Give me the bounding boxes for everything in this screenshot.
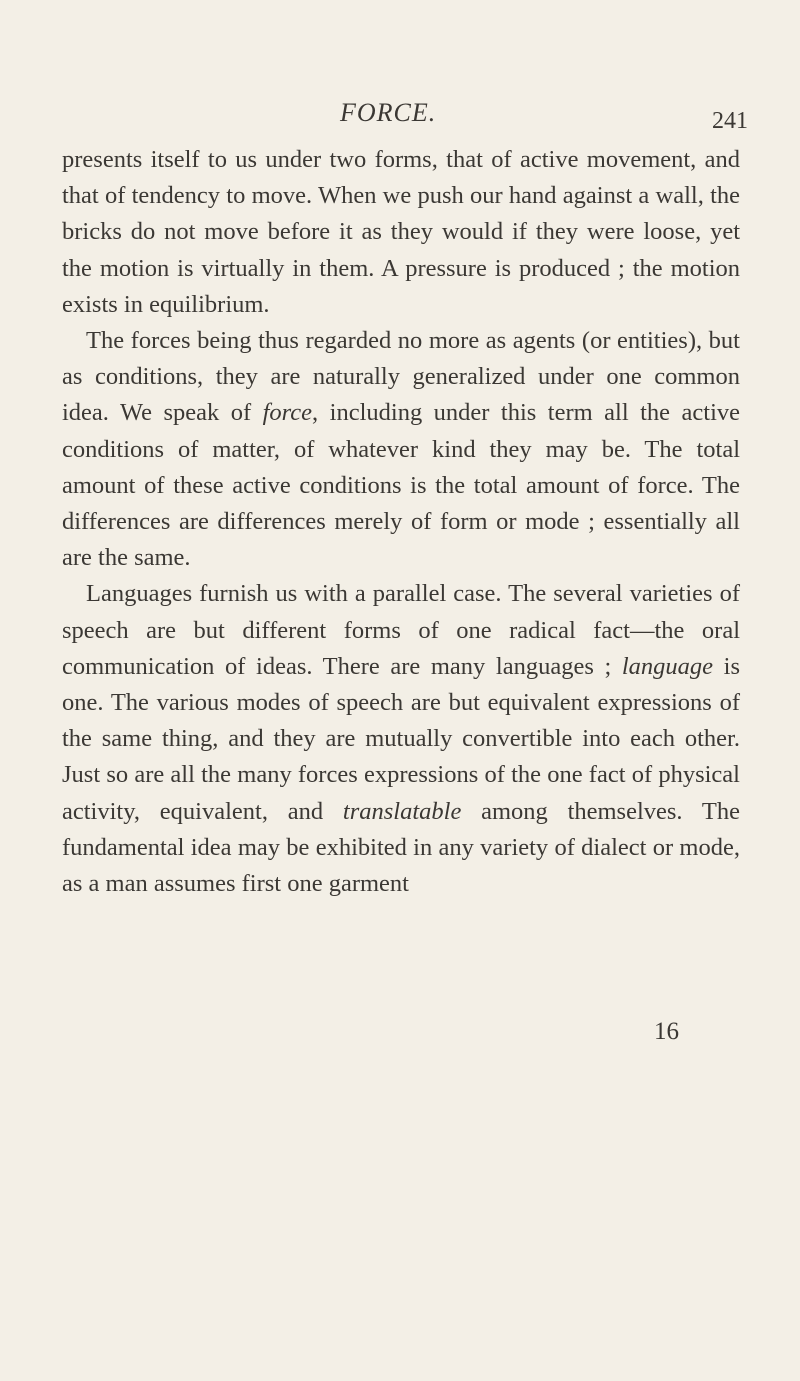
signature-mark: 16 — [654, 1018, 679, 1045]
paragraph-3-text: Languages furnish us with a parallel case. The several varieties of speech are but different forms of one radical fact—the oral communication of ideas. There are many languages ; — [62, 580, 740, 680]
paragraph-1 — [62, 142, 740, 323]
paragraph-1-text: presents itself to us under two forms, that of active movement, and that of tendency to move. When we push our hand against a wall, the bricks do not move before it as they would if they were loose, yet the motion is virtually in them. A pressure is produced ; the motion exists in equilibrium. — [62, 146, 740, 318]
body-text — [62, 142, 740, 902]
paragraph-2 — [62, 323, 740, 576]
paragraph-2-text-cont: , including under this term all the active conditions of matter, of whatever kind they may be. The total amount of these active conditions is the total amount of force. The differences are differences merely of form or mode ; essentially all are the same. — [62, 399, 741, 572]
paragraph-2-text: The forces being thus regarded no more as agents (or entities), but as conditions, they are naturally generalized under one common idea. We speak of — [62, 327, 740, 427]
paragraph-3-text-cont: is one. The various modes of speech are but equivalent expressions of the same thing, and they are mutually convertible into each other. Just so are all the many forces expressions of the one fact of physical activity, equivalent, and — [62, 652, 741, 825]
page-number: 241 — [712, 108, 748, 134]
italic-term-language: language — [621, 652, 714, 680]
paragraph-3 — [62, 576, 740, 902]
italic-term-translatable: translatable — [342, 797, 462, 825]
paragraph-3-text-end: among themselves. The fundamental idea may be exhibited in any variety of dialect or mode, as a man assumes first one garment — [62, 797, 740, 898]
italic-term-force: force — [262, 399, 313, 427]
page-header — [0, 98, 800, 138]
running-title: FORCE. — [340, 98, 437, 127]
